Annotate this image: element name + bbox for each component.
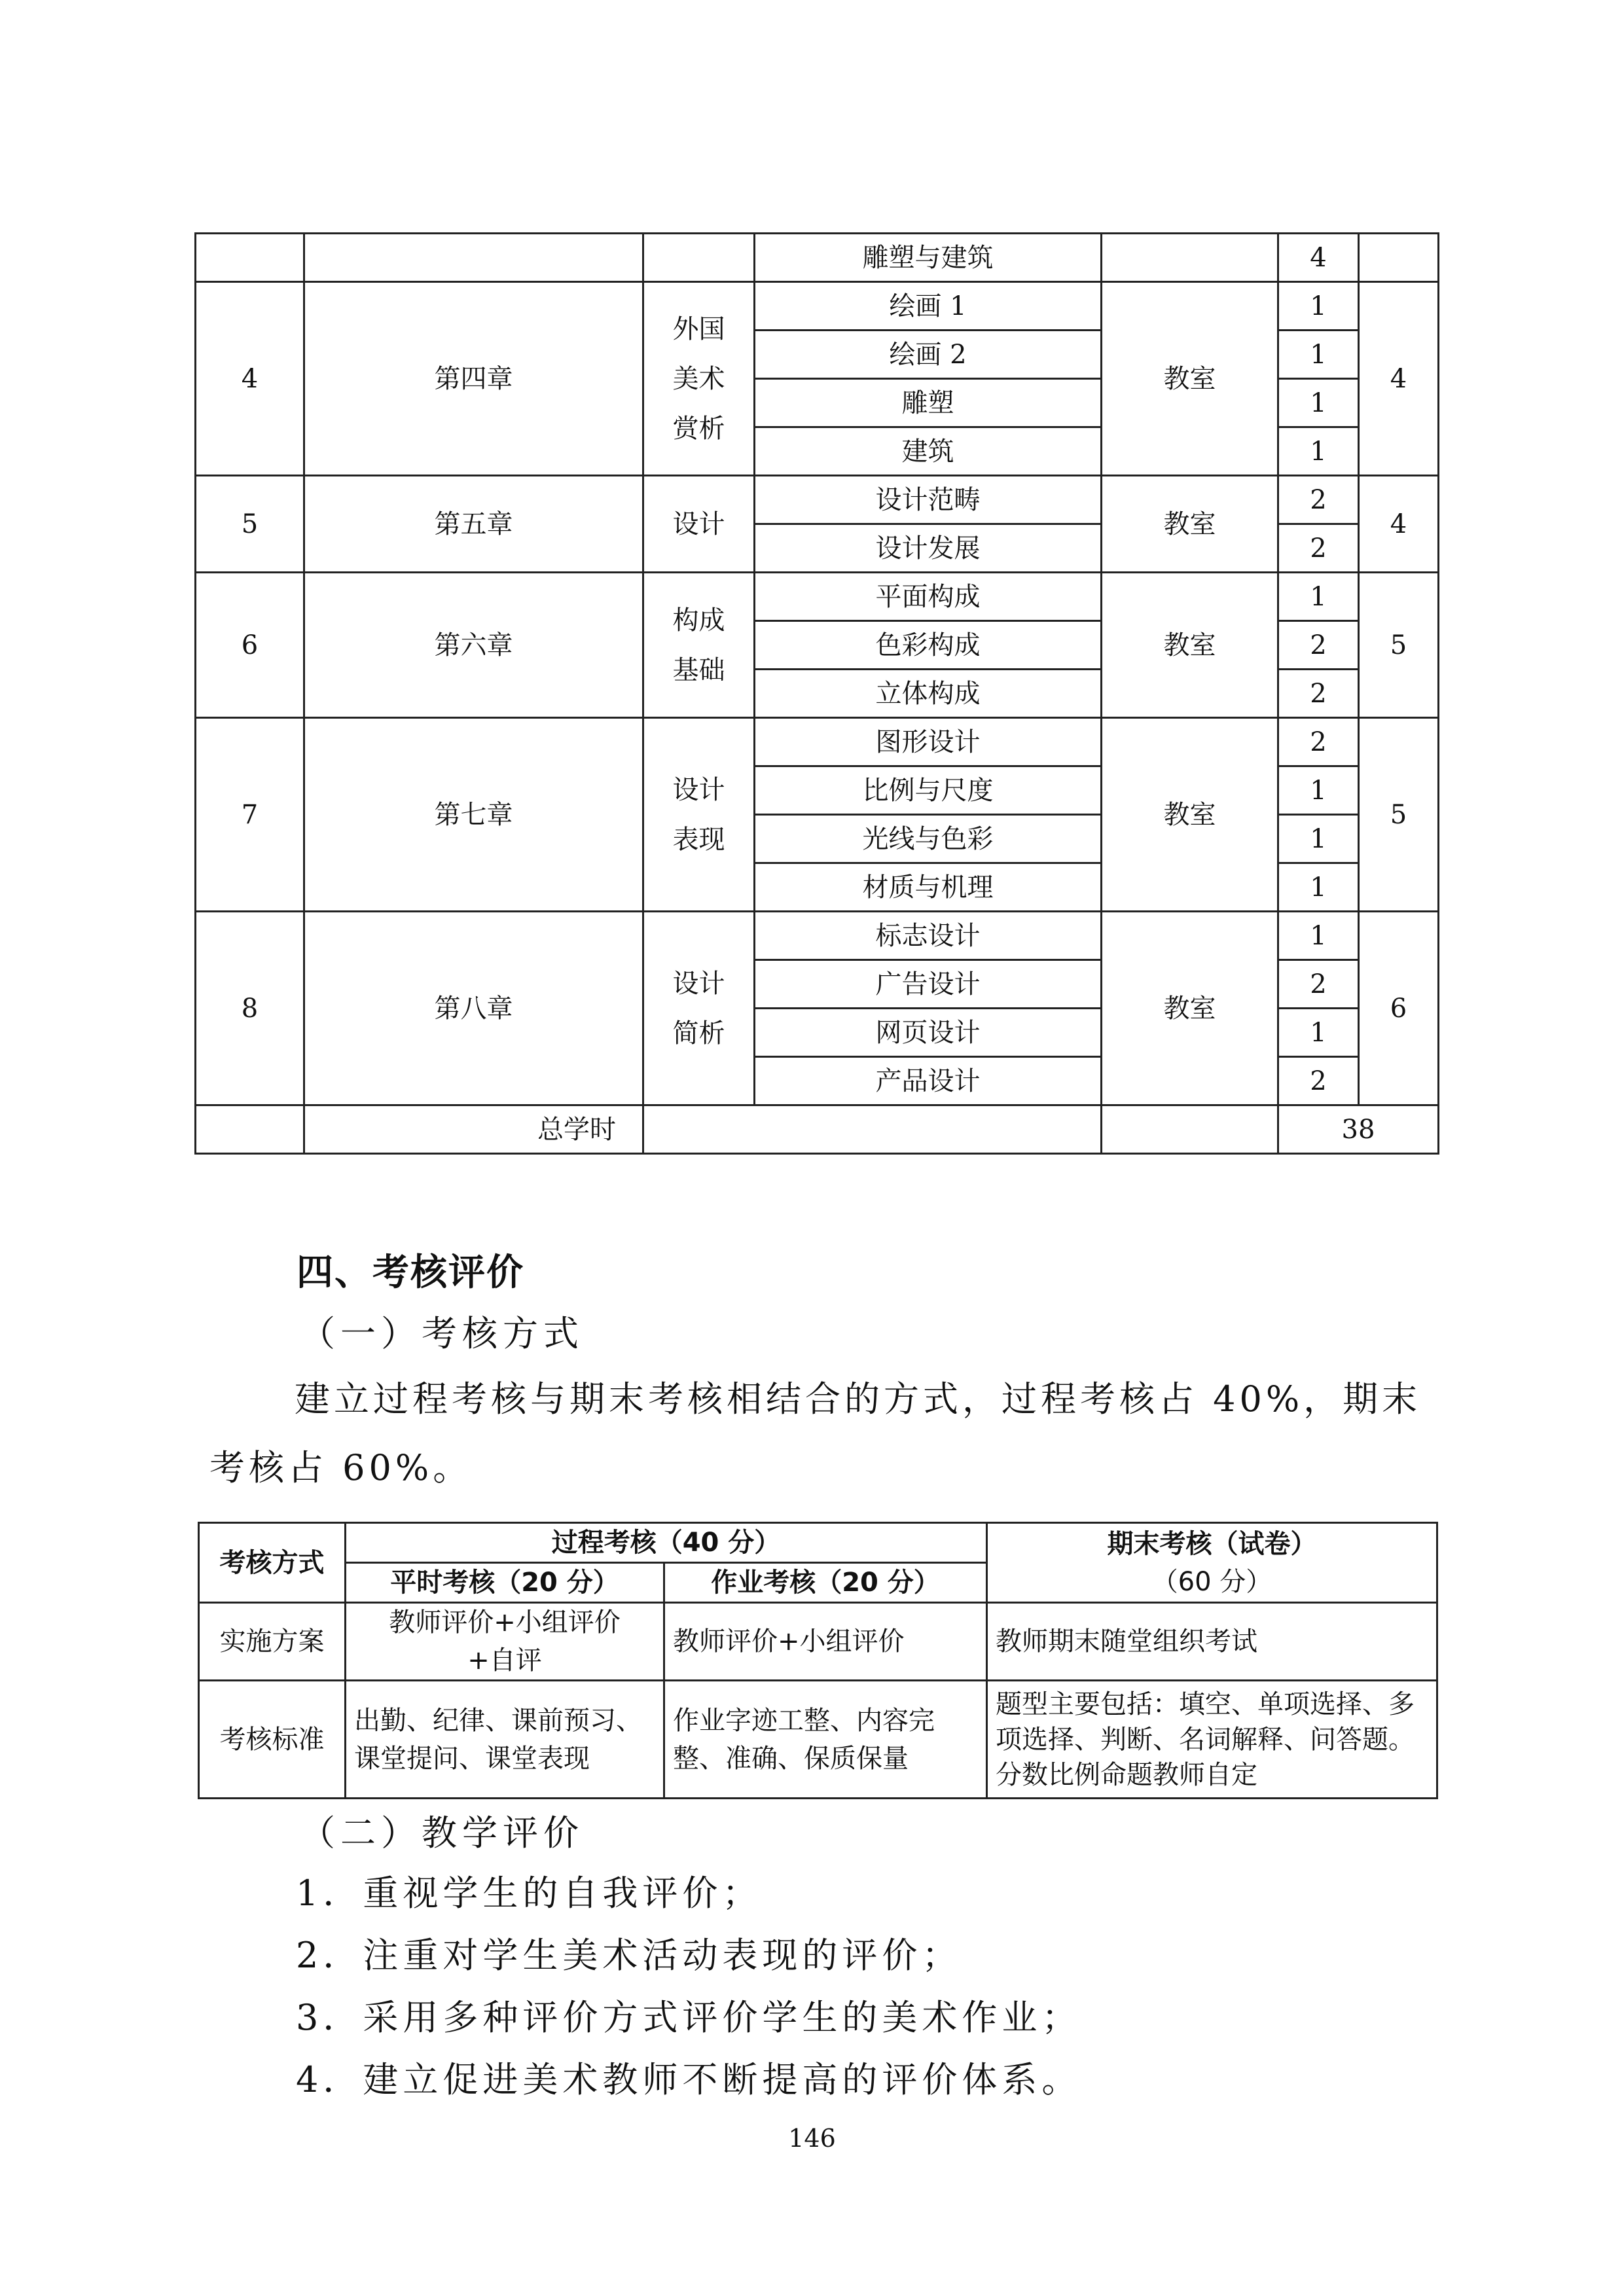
- cell-hours: 1: [1278, 427, 1359, 476]
- cell-topic: 雕塑与建筑: [755, 234, 1102, 282]
- cell-no: 6: [196, 573, 304, 718]
- cell-no: [196, 234, 304, 282]
- cell-topic: 图形设计: [755, 718, 1102, 766]
- cell-hours: 2: [1278, 476, 1359, 524]
- cell-hours: 1: [1278, 331, 1359, 379]
- cell-unit: 设计: [643, 476, 755, 573]
- cell-place: 教室: [1102, 573, 1278, 718]
- cell-topic: 绘画 1: [755, 282, 1102, 331]
- assessment-paragraph: 建立过程考核与期末考核相结合的方式，过程考核占 40%，期末考核占 60%。: [209, 1378, 1422, 1488]
- page-number: 146: [788, 2124, 836, 2153]
- cell-topic: 设计范畴: [755, 476, 1102, 524]
- list-item: 3．采用多种评价方式评价学生的美术作业；: [296, 1997, 1082, 2038]
- schedule-table: [194, 232, 1439, 1155]
- table-row: [196, 476, 1439, 524]
- standard-final: 题型主要包括：填空、单项选择、多项选择、判断、名词解释、问答题。分数比例命题教师自定: [987, 1681, 1437, 1799]
- cell-chapter: 第五章: [304, 476, 643, 573]
- cell-no: 5: [196, 476, 304, 573]
- cell-topic: 设计发展: [755, 524, 1102, 573]
- cell-chapter: 第七章: [304, 718, 643, 912]
- table-row: [196, 718, 1439, 766]
- cell-unit: 外国 美术 赏析: [643, 282, 755, 476]
- cell-unit: 设计 表现: [643, 718, 755, 912]
- cell-place: [1102, 234, 1278, 282]
- table-row: [196, 234, 1439, 282]
- header-final-title: 期末考核（试卷）: [1107, 1528, 1317, 1559]
- cell-hours: 1: [1278, 766, 1359, 815]
- cell-total: 6: [1359, 912, 1439, 1105]
- cell-hours: 2: [1278, 1057, 1359, 1105]
- cell-topic: 广告设计: [755, 960, 1102, 1009]
- cell-topic: 产品设计: [755, 1057, 1102, 1105]
- cell-place: 教室: [1102, 282, 1278, 476]
- header-usual: 平时考核（20 分）: [346, 1563, 664, 1603]
- cell-unit: 设计 简析: [643, 912, 755, 1105]
- cell-topic: 建筑: [755, 427, 1102, 476]
- cell-topic: 绘画 2: [755, 331, 1102, 379]
- table-row-total: [196, 1105, 1439, 1154]
- cell-place: 教室: [1102, 476, 1278, 573]
- total-label: 总学时: [304, 1105, 643, 1154]
- plan-final: 教师期末随堂组织考试: [987, 1603, 1437, 1681]
- cell-unit-topic: [643, 1105, 1102, 1154]
- cell-chapter: 第六章: [304, 573, 643, 718]
- subsection-title-method: （一）考核方式: [300, 1313, 584, 1354]
- plan-usual: 教师评价+小组评价 +自评: [346, 1603, 664, 1681]
- cell-hours: 2: [1278, 960, 1359, 1009]
- cell-total: 4: [1359, 476, 1439, 573]
- header-final: [987, 1523, 1437, 1603]
- cell-topic: 平面构成: [755, 573, 1102, 621]
- cell-no: 7: [196, 718, 304, 912]
- header-process: 过程考核（40 分）: [346, 1523, 987, 1563]
- table-row: [196, 282, 1439, 331]
- cell-hours: 2: [1278, 524, 1359, 573]
- standard-usual: 出勤、纪律、课前预习、课堂提问、课堂表现: [346, 1681, 664, 1799]
- table-row: [199, 1681, 1437, 1799]
- cell-hours: 2: [1278, 670, 1359, 718]
- cell-topic: 比例与尺度: [755, 766, 1102, 815]
- cell-hours: 1: [1278, 863, 1359, 912]
- table-row: [199, 1603, 1437, 1681]
- list-item: 2．注重对学生美术活动表现的评价；: [296, 1935, 962, 1976]
- cell-topic: 标志设计: [755, 912, 1102, 960]
- cell-topic: 立体构成: [755, 670, 1102, 718]
- cell-no: [196, 1105, 304, 1154]
- table-row: [196, 912, 1439, 960]
- cell-no: 4: [196, 282, 304, 476]
- cell-hours: 1: [1278, 379, 1359, 427]
- cell-hours: 4: [1278, 234, 1359, 282]
- cell-hours: 2: [1278, 621, 1359, 670]
- header-method: 考核方式: [199, 1523, 346, 1603]
- row-label-standard: 考核标准: [199, 1681, 346, 1799]
- plan-homework: 教师评价+小组评价: [664, 1603, 987, 1681]
- cell-topic: 色彩构成: [755, 621, 1102, 670]
- cell-place: 教室: [1102, 718, 1278, 912]
- cell-hours: 1: [1278, 912, 1359, 960]
- cell-total: 5: [1359, 718, 1439, 912]
- cell-topic: 材质与机理: [755, 863, 1102, 912]
- total-hours: 38: [1278, 1105, 1439, 1154]
- cell-topic: 光线与色彩: [755, 815, 1102, 863]
- list-item: 1．重视学生的自我评价；: [296, 1873, 763, 1914]
- header-final-score: （60 分）: [1151, 1566, 1272, 1597]
- header-homework: 作业考核（20 分）: [664, 1563, 987, 1603]
- cell-no: 8: [196, 912, 304, 1105]
- section-title: 四、考核评价: [297, 1251, 524, 1294]
- cell-chapter: [304, 234, 643, 282]
- cell-hours: 1: [1278, 282, 1359, 331]
- standard-homework: 作业字迹工整、内容完整、准确、保质保量: [664, 1681, 987, 1799]
- cell-hours: 1: [1278, 815, 1359, 863]
- cell-place: [1102, 1105, 1278, 1154]
- cell-place: 教室: [1102, 912, 1278, 1105]
- cell-chapter: 第四章: [304, 282, 643, 476]
- table-row: [196, 573, 1439, 621]
- cell-hours: 2: [1278, 718, 1359, 766]
- cell-total: 4: [1359, 282, 1439, 476]
- cell-hours: 1: [1278, 1009, 1359, 1057]
- cell-hours: 1: [1278, 573, 1359, 621]
- assessment-table: [198, 1522, 1438, 1799]
- row-label-plan: 实施方案: [199, 1603, 346, 1681]
- cell-total: [1359, 234, 1439, 282]
- cell-topic: 网页设计: [755, 1009, 1102, 1057]
- list-item: 4．建立促进美术教师不断提高的评价体系。: [296, 2059, 1082, 2100]
- cell-unit: 构成 基础: [643, 573, 755, 718]
- cell-topic: 雕塑: [755, 379, 1102, 427]
- subsection-title-teaching: （二）教学评价: [300, 1812, 584, 1854]
- cell-total: 5: [1359, 573, 1439, 718]
- cell-chapter: 第八章: [304, 912, 643, 1105]
- cell-unit: [643, 234, 755, 282]
